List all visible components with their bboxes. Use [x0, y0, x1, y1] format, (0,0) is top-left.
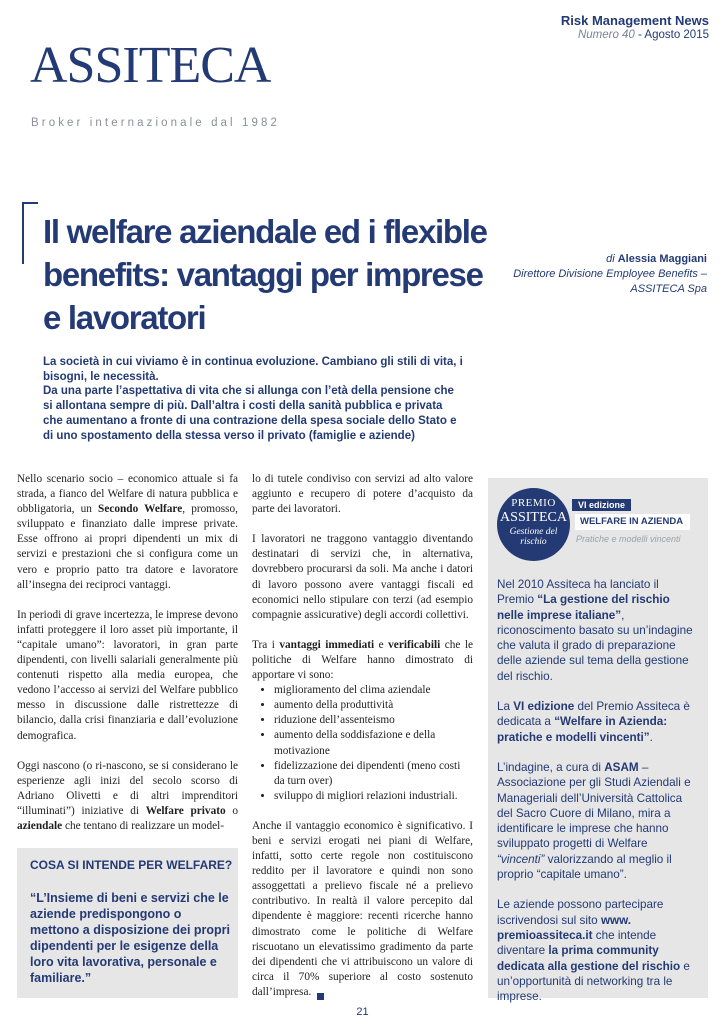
- byline-prefix: di: [606, 253, 618, 265]
- publication-title: Risk Management News: [560, 13, 709, 28]
- emphasis: “La gestione del rischio nelle imprese italiane”: [497, 593, 670, 622]
- article-title: Il welfare aziendale ed i flexible benefits: vantaggi per imprese e lavoratori: [43, 213, 487, 336]
- emphasis: “vincenti”: [497, 852, 545, 866]
- text: valorizzando al meglio il proprio “capitale umano”.: [497, 852, 672, 882]
- prize-subtitle: Pratiche e modelli vincenti: [576, 534, 681, 544]
- text: La: [497, 700, 514, 714]
- text: , promosso, sviluppato e finanziato dalle imprese private. Esse offrono ai propri dipendenti un mix di servizi e prestazioni che si configura come un vero e proprio patto tra datore e lavoratore all’insegna dei reciproci vantaggi.: [17, 503, 238, 591]
- text: Oggi nascono (o ri-nascono, se si considerano le esperienze agli inizi del secolo scorso di Adriano Olivetti e di altri imprenditori “illuminati”) iniziative di: [17, 759, 238, 817]
- body-column-2: [252, 472, 473, 1015]
- emphasis: la prima community dedicata alla gestione del rischio: [497, 944, 681, 973]
- emphasis: verificabili: [388, 638, 441, 651]
- text: e: [374, 638, 389, 651]
- text: e un’opportunità di networking tra le imprese.: [497, 959, 690, 1004]
- intro-paragraph-1: La società in cui viviamo è in continua evoluzione. Cambiano gli stili di vita, i bisogni, le necessità.: [43, 356, 463, 383]
- emphasis: VI edizione: [513, 700, 575, 714]
- badge-brand: ASSITECA: [500, 510, 567, 525]
- emphasis: “Welfare in Azienda: pratiche e modelli vincenti”: [497, 715, 668, 744]
- prize-theme: WELFARE IN AZIENDA: [580, 516, 684, 527]
- badge-subtitle: Gestione del rischio: [509, 527, 558, 547]
- issue-line: [578, 29, 709, 41]
- author-role: Direttore Divisione Employee Benefits – ASSITECA Spa: [513, 268, 707, 295]
- paragraph: [252, 638, 473, 683]
- list-item: • aumento della soddisfazione e della motivazione: [274, 728, 473, 758]
- text: L’indagine, a cura di: [497, 760, 605, 774]
- sidebar-text: [497, 577, 697, 1019]
- intro-paragraph-2: Da una parte l’aspettativa di vita che si allunga con l’età della pensione che si allontana sempre di più. Dall’altra i costi della sanità pubblica e privata che aumentano a fronte di una contrazione della spesa sociale dello Stato e di uno spostamento della stessa verso il privato (famiglie e aziende): [43, 385, 457, 442]
- text: Nello scenario socio – economico attuale si fa strada, a fianco del Welfare di natura pubblica e obbligatoria, un: [17, 473, 238, 516]
- issue-date: - Agosto 2015: [634, 29, 709, 41]
- paragraph: [497, 760, 697, 882]
- paragraph: [497, 897, 697, 1004]
- text: Nel 2010 Assiteca ha lanciato il Premio: [497, 578, 659, 607]
- paragraph: [497, 699, 697, 745]
- paragraph: [497, 577, 697, 684]
- badge-label: PREMIO: [511, 497, 556, 509]
- assiteca-logo: ASSITECA: [30, 37, 271, 94]
- text: – Associazione per gli Studi Aziendali e Manageriali dell’Università Cattolica del Sacro Cuore di Milano, mira a identificare le imprese che hanno sviluppato progetti di Welfare: [497, 760, 691, 851]
- definition-title: COSA SI INTENDE PER WELFARE?: [30, 858, 233, 872]
- list-item: • miglioramento del clima aziendale: [274, 683, 473, 698]
- text: del Premio Assiteca è dedicata a: [497, 700, 690, 729]
- list-item: • fidelizzazione dei dipendenti (meno costi da turn over): [274, 759, 473, 789]
- text: o: [225, 804, 238, 817]
- title-bracket: [22, 202, 24, 264]
- premio-badge: [497, 488, 570, 561]
- paragraph: Anche il vantaggio economico è significativo. I beni e servizi erogati nei piani di Welfare, infatti, sotto certe regole non costituiscono reddito per il lavoratore e quindi non sono assoggettati a prelievo fiscale né a prelievo contributivo. In realtà il valore percepito dal dipendente è maggiore: recenti ricerche hanno dimostrato come le politiche di Welfare riscuotano un elevatissimo gradimento da parte dei dipendenti che vi attribuiscono un valore di circa il 70% superiore al costo sostenuto dall’impresa.: [252, 819, 473, 998]
- text: Tra i: [252, 638, 280, 651]
- body-column-1: [17, 472, 238, 849]
- edition-label: VI edizione: [572, 499, 631, 511]
- emphasis: Secondo Welfare: [98, 503, 183, 516]
- logo-tagline: Broker internazionale dal 1982: [31, 117, 280, 129]
- emphasis: aziendale: [17, 819, 63, 832]
- benefits-list: [252, 683, 473, 804]
- website-link[interactable]: www. premioassiteca.it: [497, 913, 632, 942]
- byline: [507, 252, 707, 297]
- text: .: [649, 730, 653, 744]
- issue-number: Numero 40: [577, 29, 635, 41]
- text: che intende diventare: [497, 928, 657, 958]
- paragraph: In periodi di grave incertezza, le imprese devono infatti proteggere il loro asset più importante, il “capitale umano”: lavoratori, in gran parte dipendenti, con livelli salariali generalmente più contenuti rispetto alla media europea, che vedono l’accesso ai servizi del Welfare pubblico messo in discussione dalle ristrettezze di bilancio, dalla crisi finanziaria e dall’evoluzione demografica.: [17, 608, 238, 742]
- list-item: • aumento della produttività: [274, 698, 473, 713]
- author-name: Alessia Maggiani: [617, 253, 707, 265]
- definition-quote: “L’Insieme di beni e servizi che le aziende predispongono o mettono a disposizione dei propri dipendenti per le esigenze della loro vita lavorativa, personale e familiare.”: [30, 891, 231, 985]
- text: che tentano di realizzare un model-: [62, 819, 225, 832]
- end-of-article-mark: [317, 993, 324, 1000]
- article-intro: [43, 355, 463, 443]
- title-bracket-top: [22, 202, 38, 204]
- emphasis: vantaggi immediati: [279, 638, 375, 651]
- emphasis: ASAM: [604, 760, 639, 774]
- paragraph: [17, 759, 238, 834]
- paragraph: lo di tutele condiviso con servizi ad alto valore aggiunto e recupero di potere d’acquisto da parte dei lavoratori.: [252, 473, 473, 516]
- paragraph: I lavoratori ne traggono vantaggio diventando destinatari di servizi che, in alternativa, dovrebbero procurarsi da soli. Ma anche i datori di lavoro possono avere vantaggi fiscali ed economici nello stipulare con terzi (ad esempio compagnie assicurative) degli accordi collettivi.: [252, 533, 473, 621]
- text: che le politiche di Welfare hanno dimostrato di apportare vi sono:: [252, 638, 473, 682]
- emphasis: Welfare privato: [145, 804, 226, 817]
- page-number: 21: [356, 1006, 369, 1018]
- text: Le aziende possono partecipare iscrivendosi sul sito: [497, 898, 664, 927]
- paragraph: [17, 472, 238, 593]
- text: , riconoscimento basato su un’indagine che valuta il grado di preparazione delle aziende sul tema della gestione del rischio.: [497, 608, 693, 683]
- list-item: • sviluppo di migliori relazioni industriali.: [274, 789, 473, 804]
- list-item: • riduzione dell’assenteismo: [274, 713, 473, 728]
